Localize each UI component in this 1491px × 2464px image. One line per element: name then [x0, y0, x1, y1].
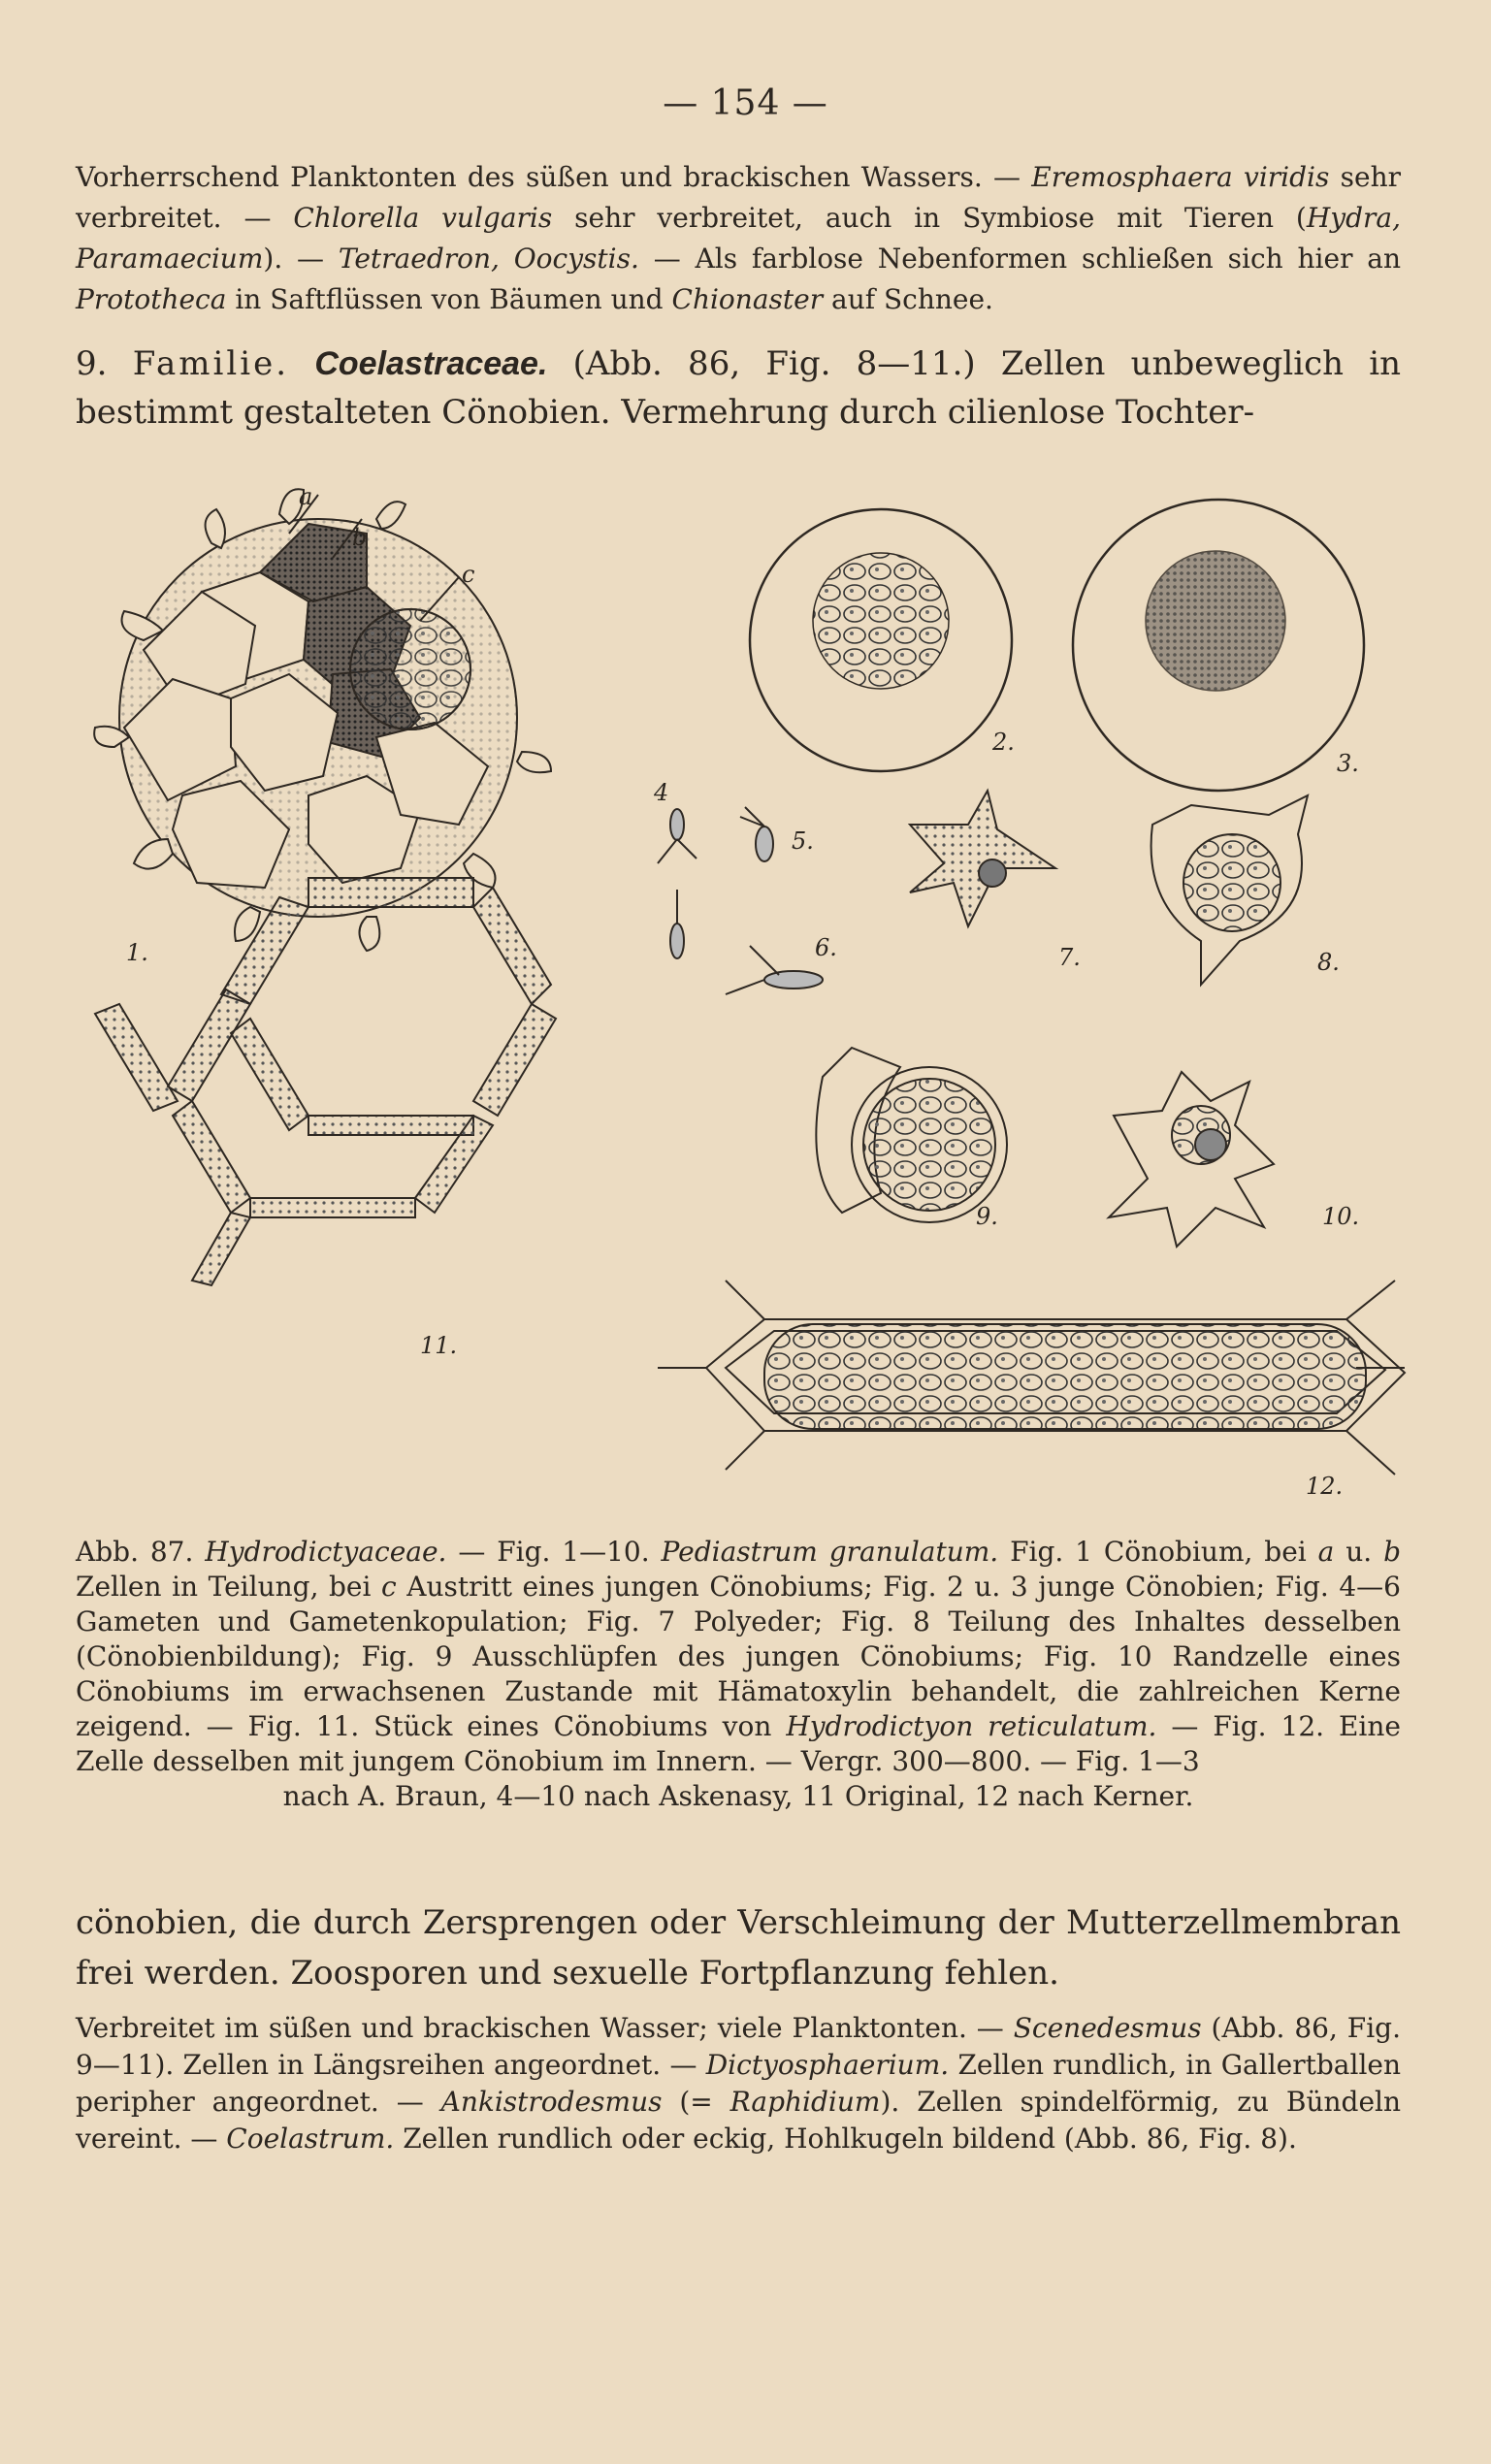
- caption-credits: nach A. Braun, 4—10 nach Askenasy, 11 Original, 12 nach Kerner.: [282, 1780, 1194, 1812]
- text-run: — Fig. 1—10.: [446, 1536, 662, 1568]
- family-number: 9.: [76, 344, 108, 383]
- fig4-label: 4: [654, 779, 669, 806]
- fig1-label-c: c: [462, 561, 475, 588]
- text-run: Zellen rundlich oder eckig, Hohlkugeln bildend (Abb. 86, Fig. 8).: [394, 2123, 1297, 2155]
- fig6-label: 6.: [815, 934, 837, 961]
- italic-term: Scenedesmus: [1013, 2012, 1202, 2044]
- text-run: u.: [1334, 1536, 1384, 1568]
- fig10-label: 10.: [1322, 1203, 1360, 1230]
- paragraph-verbreitet: [76, 2010, 1401, 2157]
- text-run: sehr verbreitet. —: [76, 161, 1401, 234]
- italic-term: Raphidium: [729, 2086, 881, 2118]
- text-run: ). Zellen spindelförmig, zu Bündeln vereint. —: [76, 2086, 1402, 2155]
- italic-term: Ankistrodesmus: [440, 2086, 663, 2118]
- italic-term: Hydrodictyaceae.: [205, 1536, 447, 1568]
- fig2-young-coenobium: [750, 509, 1012, 771]
- italic-term: c: [381, 1571, 397, 1603]
- text-run: auf Schnee.: [823, 283, 993, 315]
- fig1-label: 1.: [126, 939, 148, 966]
- family-word: Familie.: [132, 344, 290, 383]
- italic-term: Prototheca: [76, 283, 227, 315]
- text-run: Zellen rundlich, in Gallertballen peripher angeordnet. —: [76, 2049, 1401, 2118]
- italic-term: Hydra, Paramaecium: [76, 202, 1401, 275]
- italic-term: Eremosphaera viridis: [1031, 161, 1330, 193]
- italic-term: Coelastrum.: [226, 2123, 395, 2155]
- italic-term: a: [1317, 1536, 1335, 1568]
- fig1-label-b: b: [352, 524, 368, 551]
- fig7-polyeder: [910, 791, 1055, 926]
- text-run: Fig. 1 Cönobium, bei: [998, 1536, 1318, 1568]
- fig8-label: 8.: [1317, 949, 1340, 976]
- figure-hydrodictyaceae: [85, 475, 1414, 1513]
- italic-term: Chionaster: [671, 283, 824, 315]
- text-run: (=: [662, 2086, 730, 2118]
- fig2-label: 2.: [992, 729, 1015, 756]
- italic-term: Tetraedron, Oocystis.: [338, 243, 639, 275]
- fig1-label-a: a: [299, 483, 313, 510]
- fig9-label: 9.: [976, 1203, 998, 1230]
- fig3-label: 3.: [1337, 750, 1359, 777]
- caption-text: [76, 1536, 1401, 1777]
- fig5-label: 5.: [792, 827, 814, 855]
- fig3-young-coenobium: [1073, 500, 1364, 791]
- text-run: Verbreitet im süßen und brackischen Wasser; viele Planktonten. —: [76, 2012, 1014, 2044]
- italic-term: Chlorella vulgaris: [293, 202, 553, 234]
- italic-term: Hydrodictyon reticulatum.: [786, 1710, 1157, 1742]
- figure-caption: [76, 1535, 1401, 1814]
- fig11-label: 11.: [420, 1332, 458, 1359]
- paragraph-planktonten: [76, 157, 1401, 320]
- fig9-coenobium-hatching: [816, 1048, 1007, 1222]
- text-run: — Fig. 12. Eine Zelle desselben mit jungem Cönobium im Innern. — Vergr. 300—800. — Fig. 1—3: [76, 1710, 1401, 1777]
- italic-term: Pediastrum granulatum.: [661, 1536, 999, 1568]
- paragraph-family-coelastraceae: [76, 340, 1401, 437]
- italic-term: Dictyosphaerium.: [705, 2049, 950, 2081]
- family-name: Coelastraceae.: [314, 345, 548, 382]
- text-run: Zellen in Teilung, bei: [76, 1571, 381, 1603]
- text-run: Abb. 87.: [76, 1536, 206, 1568]
- text-run: — Als farblose Nebenformen schließen sich hier an: [638, 243, 1401, 275]
- text-run: in Saftflüssen von Bäumen und: [226, 283, 672, 315]
- fig10-marginal-cell: [1109, 1072, 1274, 1247]
- fig7-label: 7.: [1058, 944, 1081, 971]
- paragraph-coenobien: cönobien, die durch Zersprengen oder Verschleimung der Mutterzellmembran frei werden. Zoosporen und sexuelle Fortpflanzung fehlen.: [76, 1903, 1401, 1993]
- fig11-hydrodictyon-net: [95, 878, 556, 1285]
- page-number: — 154 —: [663, 83, 828, 123]
- text-run: ). —: [263, 243, 339, 275]
- fig12-label: 12.: [1306, 1473, 1344, 1500]
- text-run: sehr verbreitet, auch in Symbiose mit Tieren (: [552, 202, 1307, 234]
- fig12-hydrodictyon-cell: [658, 1281, 1405, 1475]
- italic-term: b: [1383, 1536, 1402, 1568]
- text-run: Vorherrschend Planktonten des süßen und brackischen Wassers. —: [76, 161, 1032, 193]
- text-run: (Abb. 86, Fig. 9—11). Zellen in Längsreihen angeordnet. —: [76, 2012, 1401, 2081]
- family-description: (Abb. 86, Fig. 8—11.) Zellen unbeweglich in bestimmt gestalteten Cönobien. Vermehrung durch cilienlose Tochter-: [76, 344, 1402, 432]
- text-run: Austritt eines jungen Cönobiums; Fig. 2 u. 3 junge Cönobien; Fig. 4—6 Gameten und Gametenkopulation; Fig. 7 Polyeder; Fig. 8 Teilung des Inhaltes desselben (Cönobienbildung); Fig. 9 Ausschlüpfen des jungen Cönobiums; Fig. 10 Randzelle eines Cönobiums im erwachsenen Zustande mit Hämatoxylin behandelt, die zahlreichen Kerne zeigend. — Fig. 11. Stück eines Cönobiums von: [76, 1571, 1401, 1742]
- fig8-cell-content-division: [1151, 795, 1308, 985]
